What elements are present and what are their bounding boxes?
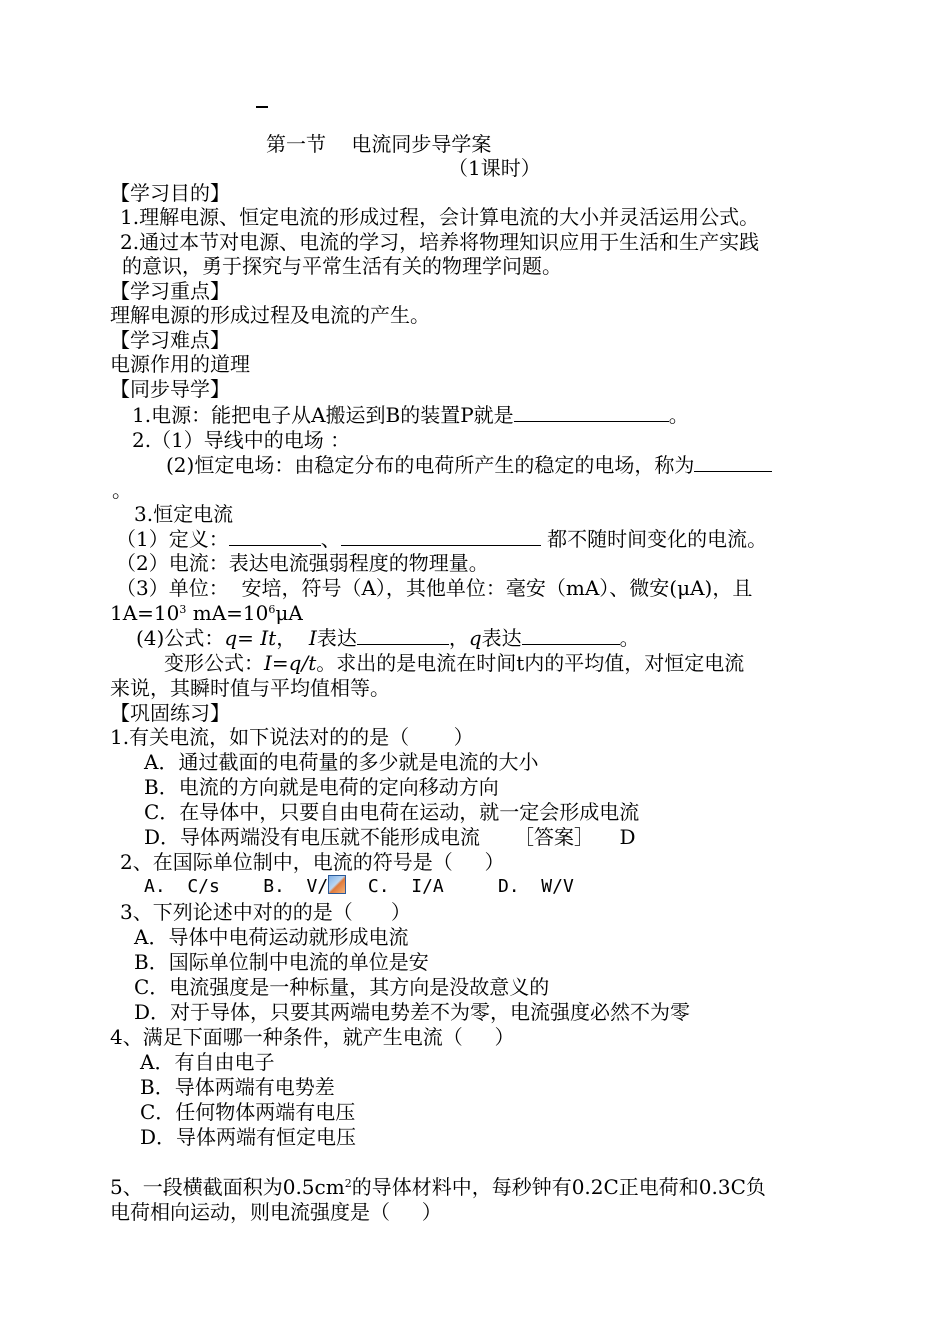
question-1-option-d-text: D．导体两端没有电压就不能形成电流 bbox=[144, 825, 481, 849]
definition-label: （1）定义： bbox=[116, 527, 229, 551]
variant-text: 。求出的是电流在时间t内的平均值，对恒定电流 bbox=[316, 651, 745, 675]
exponent: 3 bbox=[179, 603, 187, 616]
broken-image-icon bbox=[328, 875, 346, 894]
definition-end: 都不随时间变化的电流。 bbox=[540, 527, 768, 551]
guide-item-2-2-text: (2)恒定电场：由稳定分布的电荷所产生的稳定的电场，称为 bbox=[166, 453, 695, 477]
question-5-line-1 bbox=[110, 1175, 766, 1199]
formula-end: 。 bbox=[619, 626, 640, 650]
guide-item-2-1: 2.（1）导线中的电场 ： bbox=[132, 428, 351, 452]
formula-text: 表达 bbox=[481, 626, 522, 650]
guide-item-3-1 bbox=[116, 527, 767, 551]
question-4: 4、满足下面哪一种条件，就产生电流（ ） bbox=[110, 1025, 515, 1049]
goal-2-line-2: 的意识，勇于探究与平常生活有关的物理学问题。 bbox=[122, 254, 562, 278]
question-1-option-a: A．通过截面的电荷量的多少就是电流的大小 bbox=[144, 750, 539, 774]
formula: q= It bbox=[224, 626, 277, 650]
question-5-text: 5、一段横截面积为0.5cm bbox=[110, 1175, 345, 1199]
fill-blank[interactable] bbox=[514, 403, 669, 422]
goal-2-line-1: 2.通过本节对电源、电流的学习，培养将物理知识应用于生活和生产实践 bbox=[120, 230, 760, 254]
variant-formula bbox=[164, 651, 744, 675]
question-1-option-c: C．在导体中，只要自由电荷在运动，就一定会形成电流 bbox=[144, 800, 640, 824]
guide-item-3: 3.恒定电流 bbox=[134, 502, 234, 526]
formula-var: I bbox=[308, 626, 317, 650]
formula-label: (4)公式： bbox=[136, 626, 225, 650]
question-2-options bbox=[144, 875, 574, 899]
question-3: 3、下列论述中对的的是（ ） bbox=[120, 900, 411, 924]
guide-item-2-2 bbox=[166, 453, 772, 477]
goal-1: 1.理解电源、恒定电流的形成过程，会计算电流的大小并灵活运用公式。 bbox=[120, 205, 760, 229]
guide-item-3-2: （2）电流：表达电流强弱程度的物理量。 bbox=[116, 551, 489, 575]
unit-text: μA bbox=[275, 601, 303, 625]
question-4-option-d: D．导体两端有恒定电压 bbox=[140, 1125, 357, 1149]
key-heading: 【学习重点】 bbox=[110, 279, 230, 303]
question-2: 2、在国际单位制中，电流的符号是（ ） bbox=[120, 850, 505, 874]
guide-item-1-end: 。 bbox=[668, 403, 689, 427]
guide-item-3-4: (4)公式：q= It， I表达 ，q表达 。 bbox=[136, 626, 640, 650]
question-2-options-text: A. C/s B. V/ bbox=[144, 876, 329, 897]
formula-var: q bbox=[468, 626, 482, 650]
guide-item-1-text: 1.电源：能把电子从A搬运到B的装置P就是 bbox=[132, 403, 514, 427]
question-1: 1.有关电流，如下说法对的的是（ ） bbox=[110, 725, 474, 749]
guide-heading: 【同步导学】 bbox=[110, 377, 230, 401]
exponent: 6 bbox=[268, 603, 276, 616]
separator: 、 bbox=[320, 527, 341, 551]
guide-item-3-3: （3）单位： 安培，符号（A），其他单位：毫安（mA）、微安(μA)，且 bbox=[116, 576, 753, 600]
page-subtitle: （1课时） bbox=[448, 156, 541, 180]
question-5-line-2: 电荷相向运动，则电流强度是（ ） bbox=[110, 1200, 442, 1224]
variant-line-2: 来说，其瞬时值与平均值相等。 bbox=[110, 676, 390, 700]
unit-text: 1A=10 bbox=[110, 601, 180, 625]
question-4-option-a: A．有自由电子 bbox=[140, 1050, 275, 1074]
fill-blank[interactable] bbox=[341, 527, 541, 546]
fill-blank[interactable] bbox=[522, 626, 620, 645]
difficult-heading: 【学习难点】 bbox=[110, 328, 230, 352]
practice-heading: 【巩固练习】 bbox=[110, 701, 230, 725]
question-1-option-d bbox=[144, 825, 636, 849]
guide-item-2-2-end: 。 bbox=[112, 478, 132, 502]
question-5-text: 的导体材料中，每秒钟有0.2C正电荷和0.3C负 bbox=[351, 1175, 766, 1199]
variant-formula-expr: I=q/t bbox=[264, 651, 317, 675]
header-dash bbox=[256, 106, 268, 108]
answer-text: ［答案］ D bbox=[514, 825, 636, 849]
fill-blank[interactable] bbox=[694, 453, 772, 472]
variant-label: 变形公式： bbox=[164, 651, 264, 675]
unit-conversion bbox=[110, 601, 303, 625]
exponent: 2 bbox=[344, 1177, 352, 1190]
difficult-text: 电源作用的道理 bbox=[110, 352, 250, 376]
unit-text: mA=10 bbox=[186, 601, 269, 625]
formula-text: 表达 bbox=[316, 626, 357, 650]
question-2-options-text: C. I/A D. W/V bbox=[346, 876, 574, 897]
question-3-option-b: B．国际单位制中电流的单位是安 bbox=[134, 950, 429, 974]
question-3-option-c: C．电流强度是一种标量，其方向是没故意义的 bbox=[134, 975, 550, 999]
question-3-option-d: D．对于导体，只要其两端电势差不为零，电流强度必然不为零 bbox=[134, 1000, 691, 1024]
page-title: 第一节 电流同步导学案 bbox=[266, 132, 492, 156]
guide-item-1 bbox=[132, 403, 689, 427]
question-4-option-b: B．导体两端有电势差 bbox=[140, 1075, 335, 1099]
fill-blank[interactable] bbox=[229, 527, 321, 546]
key-text: 理解电源的形成过程及电流的产生。 bbox=[110, 303, 430, 327]
question-3-option-a: A．导体中电荷运动就形成电流 bbox=[134, 925, 409, 949]
question-1-option-b: B．电流的方向就是电荷的定向移动方向 bbox=[144, 775, 499, 799]
fill-blank[interactable] bbox=[357, 626, 449, 645]
question-4-option-c: C．任何物体两端有电压 bbox=[140, 1100, 356, 1124]
goals-heading: 【学习目的】 bbox=[110, 181, 230, 205]
